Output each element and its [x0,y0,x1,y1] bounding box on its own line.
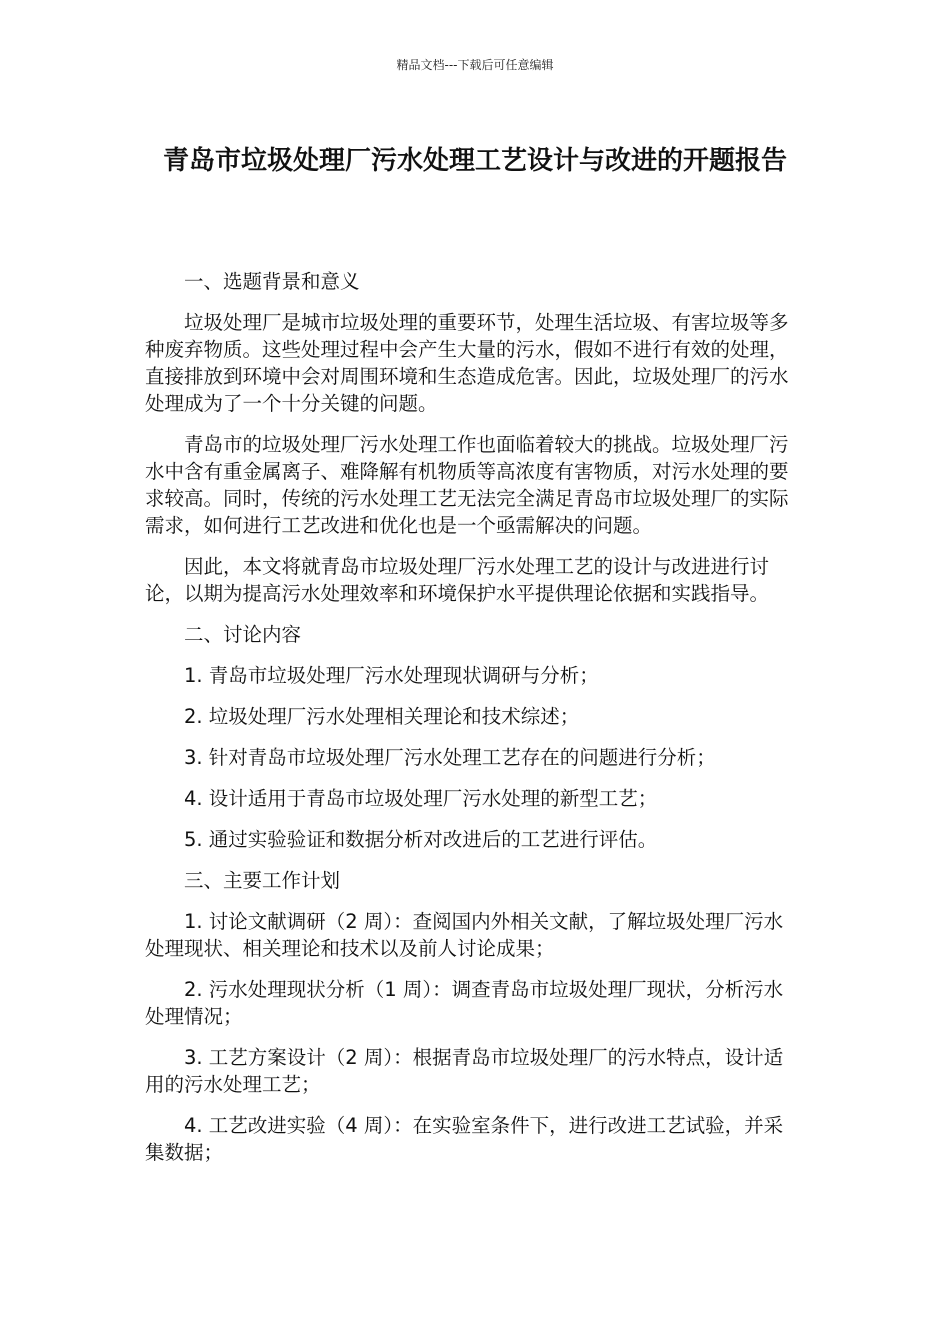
plan-item-2: 2. 污水处理现状分析（1 周）：调查青岛市垃圾处理厂现状，分析污水处理情况； [145,978,784,1028]
document-title: 青岛市垃圾处理厂污水处理工艺设计与改进的开题报告 [162,146,787,176]
content-item-1: 1. 青岛市垃圾处理厂污水处理现状调研与分析； [184,664,599,687]
content-item-2: 2. 垃圾处理厂污水处理相关理论和技术综述； [184,705,580,728]
paragraph-background-2: 青岛市的垃圾处理厂污水处理工作也面临着较大的挑战。垃圾处理厂污水中含有重金属离子、难降解有机物质等高浓度有害物质，对污水处理的要求较高。同时，传统的污水处理工艺无法完全满足青岛市垃圾处理厂的实际需求，如何进行工艺改进和优化也是一个亟需解决的问题。 [145,433,789,537]
paragraph-background-1: 垃圾处理厂是城市垃圾处理的重要环节，处理生活垃圾、有害垃圾等多种废弃物质。这些处理过程中会产生大量的污水，假如不进行有效的处理，直接排放到环境中会对周围环境和生态造成危害。因此，垃圾处理厂的污水处理成为了一个十分关键的问题。 [145,311,789,415]
content-item-3: 3. 针对青岛市垃圾处理厂污水处理工艺存在的问题进行分析； [184,746,716,769]
plan-item-1: 1. 讨论文献调研（2 周）：查阅国内外相关文献，了解垃圾处理厂污水处理现状、相关理论和技术以及前人讨论成果； [145,910,784,960]
document-body [145,268,800,1180]
section-heading-background: 一、选题背景和意义 [184,270,360,293]
content-item-4: 4. 设计适用于青岛市垃圾处理厂污水处理的新型工艺； [184,787,658,810]
paragraph-background-3: 因此，本文将就青岛市垃圾处理厂污水处理工艺的设计与改进进行讨论，以期为提高污水处理效率和环境保护水平提供理论依据和实践指导。 [145,555,770,605]
plan-item-3: 3. 工艺方案设计（2 周）：根据青岛市垃圾处理厂的污水特点，设计适用的污水处理工艺； [145,1046,784,1096]
plan-item-4: 4. 工艺改进实验（4 周）：在实验室条件下，进行改进工艺试验，并采集数据； [145,1114,784,1164]
section-heading-plan: 三、主要工作计划 [184,869,341,892]
section-heading-content: 二、讨论内容 [184,623,302,646]
content-item-5: 5. 通过实验验证和数据分析对改进后的工艺进行评估。 [184,828,658,851]
page-header-watermark: 精品文档---下载后可任意编辑 [396,58,554,72]
